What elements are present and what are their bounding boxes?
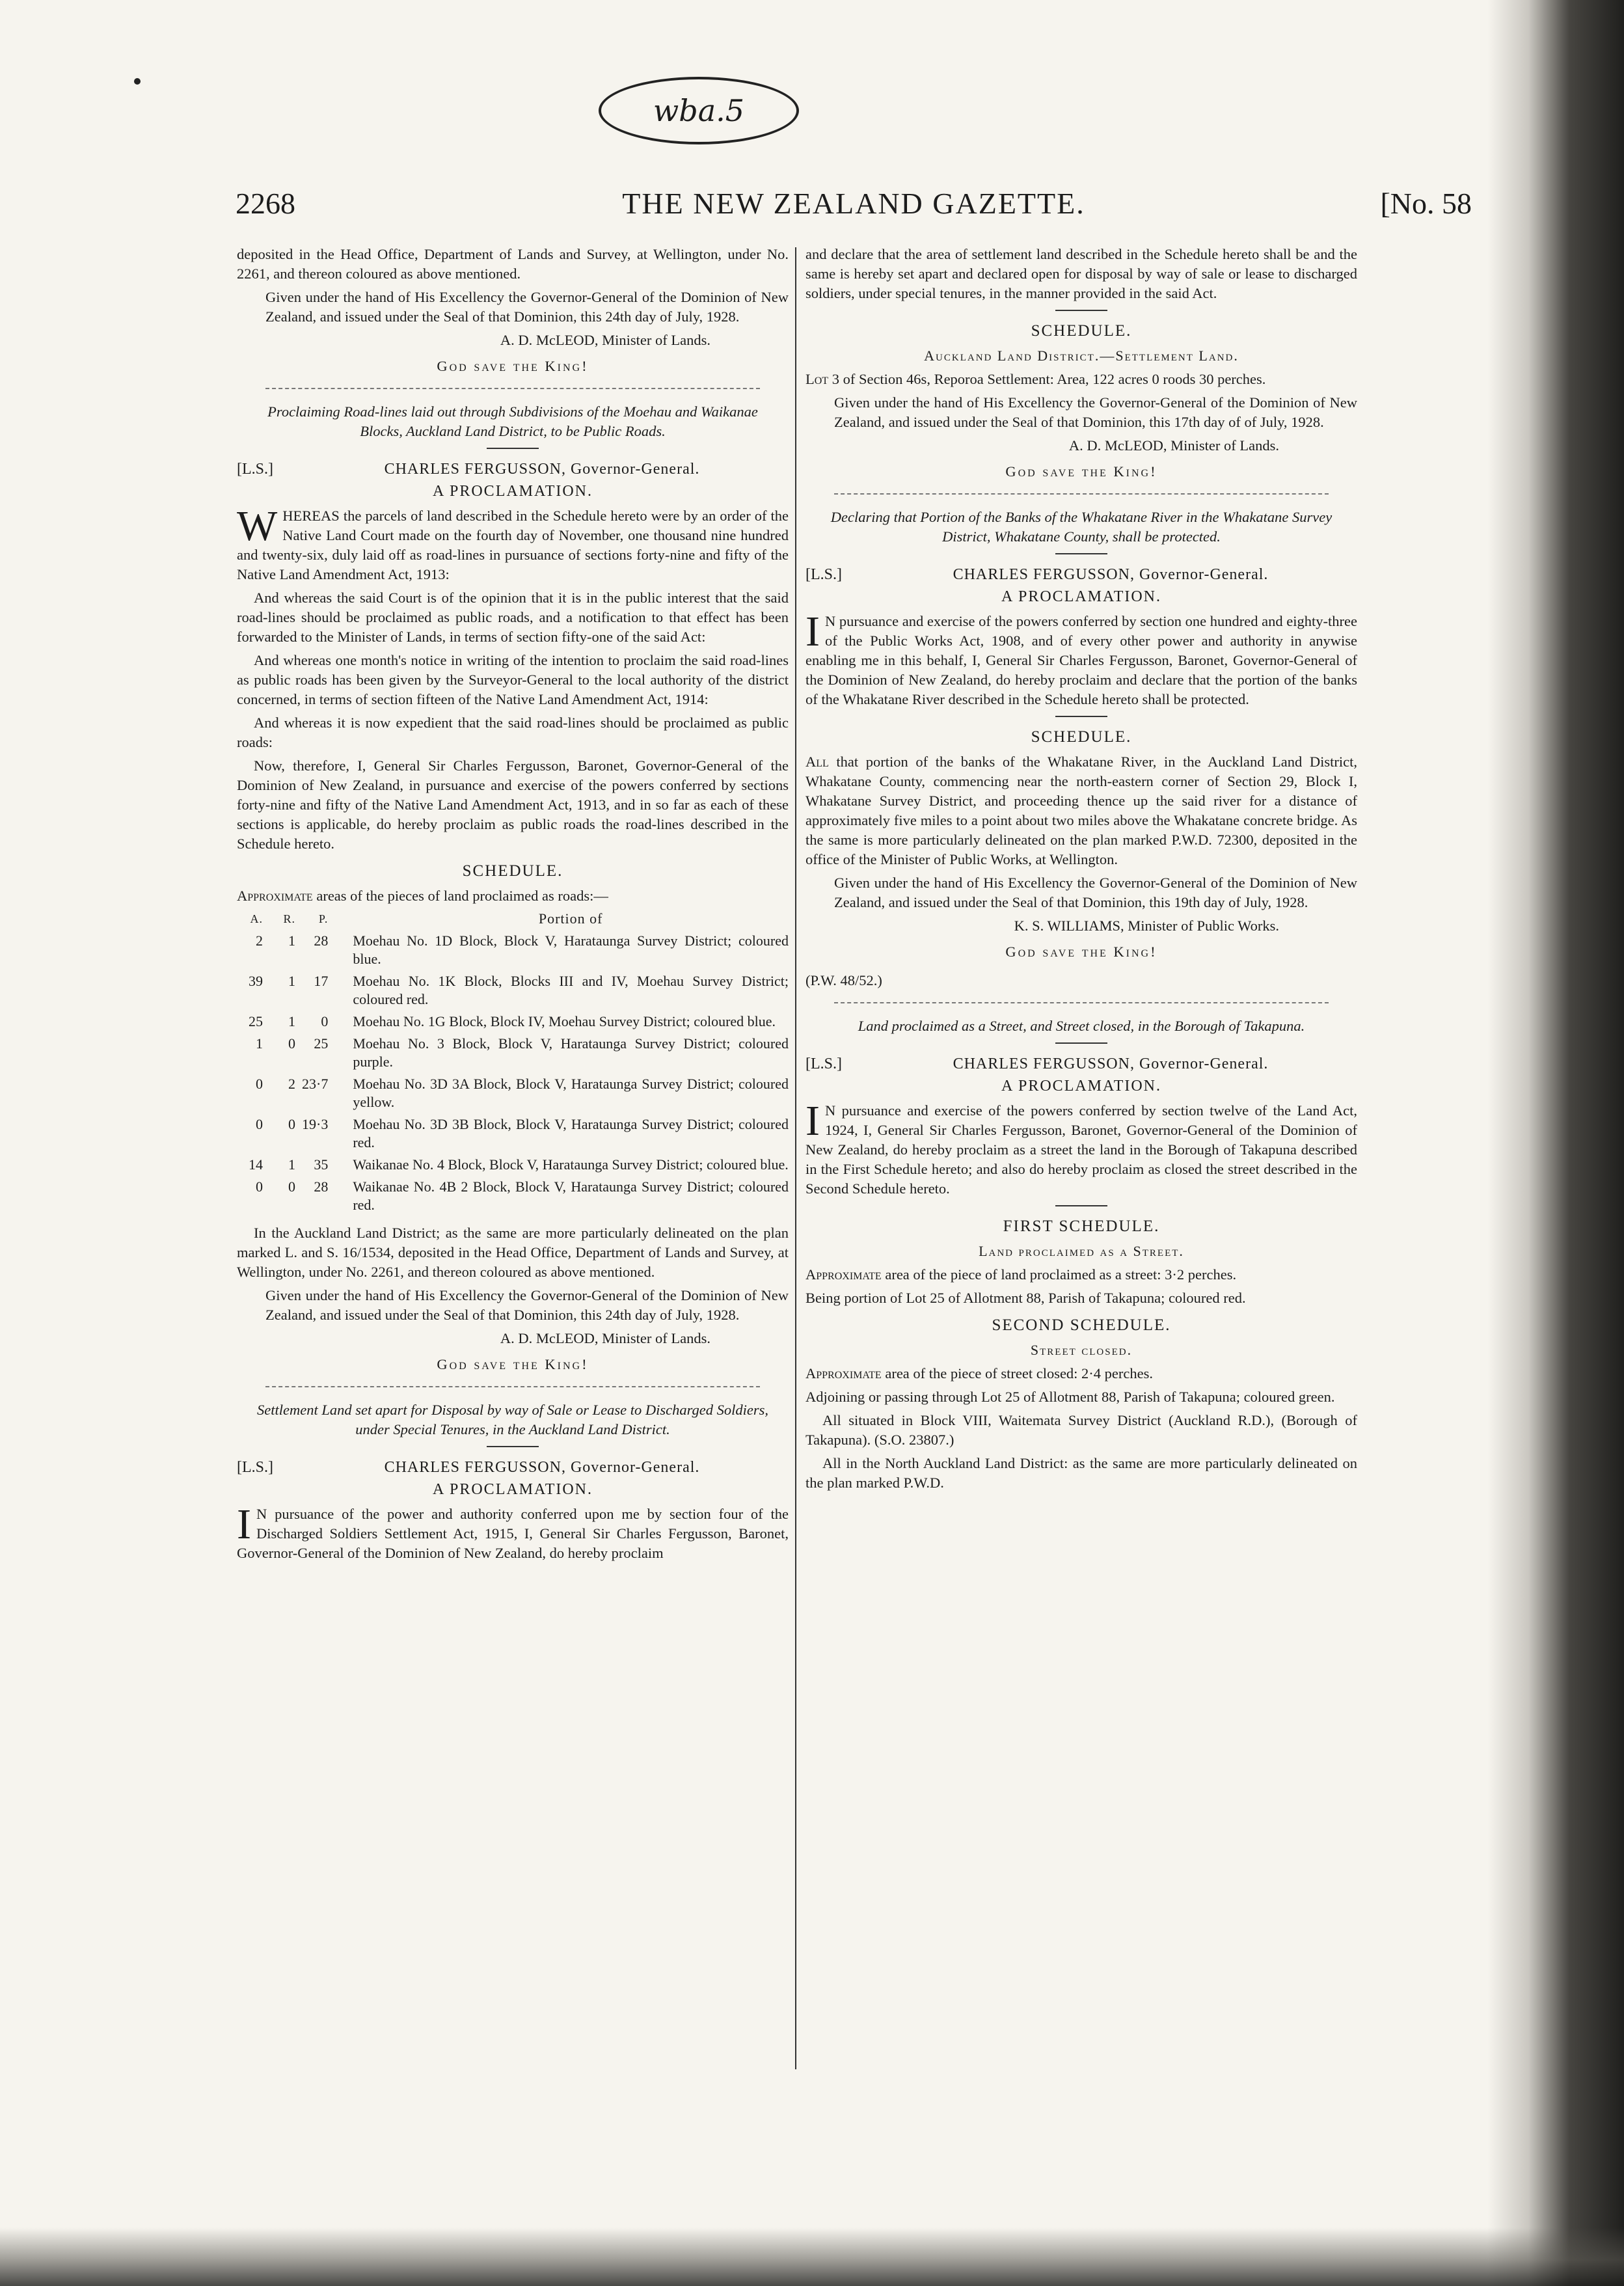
god-save-the-king: God save the King! (437, 1356, 589, 1372)
adjoining-lot: Adjoining or passing through Lot 25 of Allotment 88, Parish of Takapuna; coloured green. (805, 1389, 1335, 1405)
roods: 0 (288, 1035, 295, 1052)
notice-title: Declaring that Portion of the Banks of the Whakatane River in the Whakatane Survey District, Whakatane County, shall be protected. (830, 509, 1333, 545)
locus-sigilli: [L.S.] (805, 566, 842, 583)
approximate-areas-intro (237, 886, 789, 906)
god-save-the-king: God save the King! (1005, 944, 1157, 960)
table-row (237, 1115, 789, 1156)
acres: 0 (256, 1116, 263, 1132)
portion-description: Moehau No. 3D 3A Block, Block V, Harataunga Survey District; coloured yellow. (353, 1076, 789, 1110)
signature-minister: A. D. McLEOD, Minister of Lands. (500, 332, 710, 348)
roods: 1 (288, 973, 295, 989)
proclamation-heading: A PROCLAMATION. (1001, 588, 1162, 605)
header-roods: R. (283, 912, 295, 925)
acres: 39 (249, 973, 263, 989)
locus-sigilli: [L.S.] (237, 1459, 273, 1476)
header-acres: A. (250, 912, 263, 925)
small-caps-lead: All (805, 754, 829, 770)
second-schedule-heading: SECOND SCHEDULE. (992, 1316, 1171, 1334)
description-text: that portion of the banks of the Whakatane River, in the Auckland Land District, Whakatane County, commencing near the north-eastern corner of Section 29, Block I, Whakatane Survey District, and proceeding thence up the said river for a distance of approximately five miles to a point about two miles above the Whakatane concrete bridge. As the same is more particularly delineated on the plan marked P.W.D. 72300, deposited in the office of the Minister of Public Works, at Wellington. (805, 754, 1357, 867)
stamp-text: wba.5 (653, 93, 745, 128)
small-caps-lead: Lot (805, 371, 829, 387)
governor-line (237, 1458, 789, 1477)
table-header-row (237, 910, 789, 932)
whereas-paragraph (237, 502, 789, 584)
publication-title: THE NEW ZEALAND GAZETTE. (622, 187, 1085, 220)
locus-sigilli: [L.S.] (237, 461, 273, 478)
table-row (237, 1156, 789, 1178)
handwritten-reference-stamp (599, 77, 799, 144)
table-row (237, 1075, 789, 1115)
river-bank-description (805, 752, 1357, 869)
street-closed-heading: Street closed. (1030, 1342, 1133, 1358)
area-text: area of the piece of land proclaimed as a street: 3·2 perches. (881, 1266, 1237, 1283)
perches: 25 (314, 1035, 329, 1052)
signature-minister: A. D. McLEOD, Minister of Lands. (500, 1330, 710, 1346)
scanned-page-edge-shadow (1487, 0, 1624, 2286)
portion-description: Moehau No. 1G Block, Block IV, Moehau Survey District; coloured blue. (353, 1013, 776, 1029)
schedule-heading: SCHEDULE. (1031, 322, 1132, 340)
signature-minister: A. D. McLEOD, Minister of Lands. (1068, 437, 1279, 454)
notice-title: Proclaiming Road-lines laid out through Subdivisions of the Moehau and Waikanae Blocks, Auckland Land District, to be Public Roads. (267, 403, 758, 439)
governor-line (805, 565, 1357, 584)
roods: 0 (288, 1116, 295, 1132)
table-row (237, 972, 789, 1013)
whereas-paragraph-4: And whereas it is now expedient that the said road-lines should be proclaimed as public roads: (237, 714, 789, 750)
portion-description: Moehau No. 3D 3B Block, Block V, Harataunga Survey District; coloured red. (353, 1116, 789, 1150)
page-number: 2268 (236, 187, 295, 220)
section-separator (834, 493, 1329, 495)
column-divider (795, 247, 796, 2069)
given-under-hand: Given under the hand of His Excellency the Governor-General of the Dominion of New Zealand, and issued under the Seal of that Dominion, this 17th day of of July, 1928. (834, 394, 1357, 430)
land-district-heading: Auckland Land District.—Settlement Land. (924, 347, 1239, 364)
short-rule (1055, 1042, 1107, 1044)
table-row (237, 1178, 789, 1218)
whereas-paragraph-3: And whereas one month's notice in writing of the intention to proclaim the said road-lines as public roads has been given by the Surveyor-General to the local authority of the district concerned, in terms of section fifteen of the Native Land Amendment Act, 1914: (237, 652, 789, 707)
intro-text: areas of the pieces of land proclaimed as roads:— (312, 888, 608, 904)
table-row (237, 1013, 789, 1035)
paragraph-text: N pursuance of the power and authority conferred upon me by section four of the Discharged Soldiers Settlement Act, 1915, I, General Sir Charles Fergusson, Baronet, Governor-General of the Dominion of New Zealand, do hereby proclaim (237, 1506, 789, 1561)
ink-dot (134, 78, 141, 85)
short-rule (1055, 1205, 1107, 1206)
now-therefore-paragraph: Now, therefore, I, General Sir Charles Fergusson, Baronet, Governor-General of the Dominion of New Zealand, in pursuance and exercise of the powers conferred by sections forty-nine and fifty of the Native Land Amendment Act, 1913, and in so far as each of these sections is applicable, do hereby proclaim as public roads the road-lines described in the Schedule hereto. (237, 757, 789, 852)
area-text: area of the piece of street closed: 2·4 perches. (881, 1365, 1154, 1381)
roods: 2 (288, 1076, 295, 1092)
pursuance-paragraph (805, 608, 1357, 709)
short-rule (1055, 716, 1107, 717)
being-portion: Being portion of Lot 25 of Allotment 88, Parish of Takapuna; coloured red. (805, 1290, 1246, 1306)
perches: 17 (314, 973, 329, 989)
continued-paragraph: and declare that the area of settlement land described in the Schedule hereto shall be and the same is hereby set apart and declared open for disposal by way of sale or lease to discharged soldiers, under special tenures, in the manner provided in the said Act. (805, 246, 1357, 301)
left-column (237, 245, 789, 1567)
portion-description: Waikanae No. 4 Block, Block V, Harataunga Survey District; coloured blue. (353, 1156, 789, 1173)
header-perches: P. (318, 912, 329, 925)
perches: 0 (321, 1013, 329, 1029)
approximate-area-closed (805, 1364, 1357, 1383)
paragraph-text: N pursuance and exercise of the powers conferred by section one hundred and eighty-three of the Public Works Act, 1908, and of every other power and authority in anywise enabling me in this behalf, I, General Sir Charles Fergusson, Baronet, Governor-General of the Dominion of New Zealand, do hereby proclaim and declare that the portion of the banks of the Whakatane River described in the Schedule hereto shall be protected. (805, 613, 1357, 707)
small-caps-lead: Approximate (805, 1365, 882, 1381)
locus-sigilli: [L.S.] (805, 1055, 842, 1072)
drop-cap: I (805, 1097, 820, 1145)
perches: 23·7 (302, 1076, 329, 1092)
drop-cap: I (237, 1501, 251, 1548)
portion-description: Moehau No. 1K Block, Blocks III and IV, Moehau Survey District; coloured red. (353, 973, 789, 1007)
given-under-hand: Given under the hand of His Excellency the Governor-General of the Dominion of New Zealand, and issued under the Seal of that Dominion, this 19th day of July, 1928. (834, 875, 1357, 910)
perches: 19·3 (302, 1116, 329, 1132)
roods: 1 (288, 1013, 295, 1029)
acres: 1 (256, 1035, 263, 1052)
governor-line (237, 459, 789, 479)
governor-name: CHARLES FERGUSSON, Governor-General. (384, 461, 700, 478)
issue-number: [No. 58 (1380, 187, 1472, 220)
drop-cap: I (805, 608, 820, 655)
road-areas-table (237, 910, 789, 1218)
proclamation-heading: A PROCLAMATION. (432, 1481, 593, 1498)
small-caps-lead: Approximate (805, 1266, 882, 1283)
perches: 28 (314, 932, 329, 949)
paragraph-text: HEREAS the parcels of land described in the Schedule hereto were by an order of the Native Land Court made on the fourth day of November, one thousand nine hundred and twenty-six, duly laid off as road-lines in pursuance of sections forty-nine and fifty of the Native Land Amendment Act, 1913: (237, 508, 789, 582)
roods: 0 (288, 1178, 295, 1195)
acres: 25 (249, 1013, 263, 1029)
small-caps-lead: Approximate (237, 888, 313, 904)
given-under-hand: Given under the hand of His Excellency the Governor-General of the Dominion of New Zealand, and issued under the Seal of that Dominion, this 24th day of July, 1928. (265, 289, 789, 325)
right-column (805, 245, 1357, 1497)
acres: 14 (249, 1156, 263, 1173)
table-row (237, 932, 789, 972)
paragraph-text: N pursuance and exercise of the powers conferred by section twelve of the Land Act, 1924, I, General Sir Charles Fergusson, Baronet, Governor-General of the Dominion of New Zealand, do hereby proclaim as a street the land in the Borough of Takapuna described in the First Schedule hereto; and also do hereby proclaim as closed the street described in the Second Schedule hereto. (805, 1102, 1357, 1197)
acres: 0 (256, 1178, 263, 1195)
roods: 1 (288, 932, 295, 949)
acres: 0 (256, 1076, 263, 1092)
schedule-heading: SCHEDULE. (1031, 728, 1132, 746)
file-reference: (P.W. 48/52.) (805, 972, 882, 988)
scanned-bottom-edge-shadow (0, 2227, 1624, 2286)
god-save-the-king: God save the King! (437, 358, 589, 374)
approximate-area-street (805, 1265, 1357, 1285)
first-schedule-heading: FIRST SCHEDULE. (1003, 1218, 1160, 1235)
section-separator (834, 1002, 1329, 1003)
short-rule (487, 1446, 539, 1447)
pursuance-paragraph (805, 1097, 1357, 1199)
portion-description: Waikanae No. 4B 2 Block, Block V, Harataunga Survey District; coloured red. (353, 1178, 789, 1213)
notice-title: Settlement Land set apart for Disposal by way of Sale or Lease to Discharged Soldiers, under Special Tenures, in the Auckland Land District. (257, 1402, 768, 1437)
lot-text: 3 of Section 46s, Reporoa Settlement: Area, 122 acres 0 roods 30 perches. (828, 371, 1266, 387)
acres: 2 (256, 932, 263, 949)
roods: 1 (288, 1156, 295, 1173)
drop-cap: W (237, 502, 278, 550)
all-north-auckland: All in the North Auckland Land District: as the same are more particularly delineated on the plan marked P.W.D. (805, 1455, 1357, 1491)
page-header (236, 186, 1472, 238)
schedule-heading: SCHEDULE. (462, 862, 563, 880)
short-rule (1055, 553, 1107, 554)
section-separator (265, 388, 760, 389)
governor-name: CHARLES FERGUSSON, Governor-General. (384, 1459, 700, 1476)
header-portion: Portion of (538, 910, 603, 927)
proclamation-heading: A PROCLAMATION. (432, 483, 593, 500)
short-rule (487, 448, 539, 449)
governor-name: CHARLES FERGUSSON, Governor-General. (953, 566, 1269, 583)
notice-title: Land proclaimed as a Street, and Street closed, in the Borough of Takapuna. (858, 1018, 1305, 1034)
god-save-the-king: God save the King! (1005, 463, 1157, 480)
given-under-hand: Given under the hand of His Excellency the Governor-General of the Dominion of New Zealand, and issued under the Seal of that Dominion, this 24th day of July, 1928. (265, 1287, 789, 1323)
whereas-paragraph-2: And whereas the said Court is of the opinion that it is in the public interest that the said road-lines should be proclaimed as public roads, and a notification to that effect has been forwarded to the Minister of Lands, in terms of section fifty-one of the said Act: (237, 590, 789, 645)
signature-minister: K. S. WILLIAMS, Minister of Public Works. (1014, 918, 1279, 934)
land-street-heading: Land proclaimed as a Street. (979, 1243, 1184, 1259)
governor-name: CHARLES FERGUSSON, Governor-General. (953, 1055, 1269, 1072)
district-paragraph: In the Auckland Land District; as the same are more particularly delineated on the plan marked L. and S. 16/1534, deposited in the Head Office, Department of Lands and Survey, at Wellington, under No. 2261, and thereon coloured as above mentioned. (237, 1225, 789, 1280)
lot-description (805, 370, 1357, 389)
perches: 28 (314, 1178, 329, 1195)
table-row (237, 1035, 789, 1075)
portion-description: Moehau No. 3 Block, Block V, Harataunga Survey District; coloured purple. (353, 1035, 789, 1070)
pursuance-paragraph (237, 1501, 789, 1563)
portion-description: Moehau No. 1D Block, Block V, Harataunga Survey District; coloured blue. (353, 932, 789, 967)
proclamation-heading: A PROCLAMATION. (1001, 1078, 1162, 1095)
short-rule (1055, 310, 1107, 311)
perches: 35 (314, 1156, 329, 1173)
section-separator (265, 1386, 760, 1387)
all-situated: All situated in Block VIII, Waitemata Survey District (Auckland R.D.), (Borough of Takapuna). (S.O. 23807.) (805, 1412, 1357, 1448)
continued-paragraph: deposited in the Head Office, Department of Lands and Survey, at Wellington, under No. 2261, and thereon coloured as above mentioned. (237, 246, 789, 282)
governor-line (805, 1054, 1357, 1074)
